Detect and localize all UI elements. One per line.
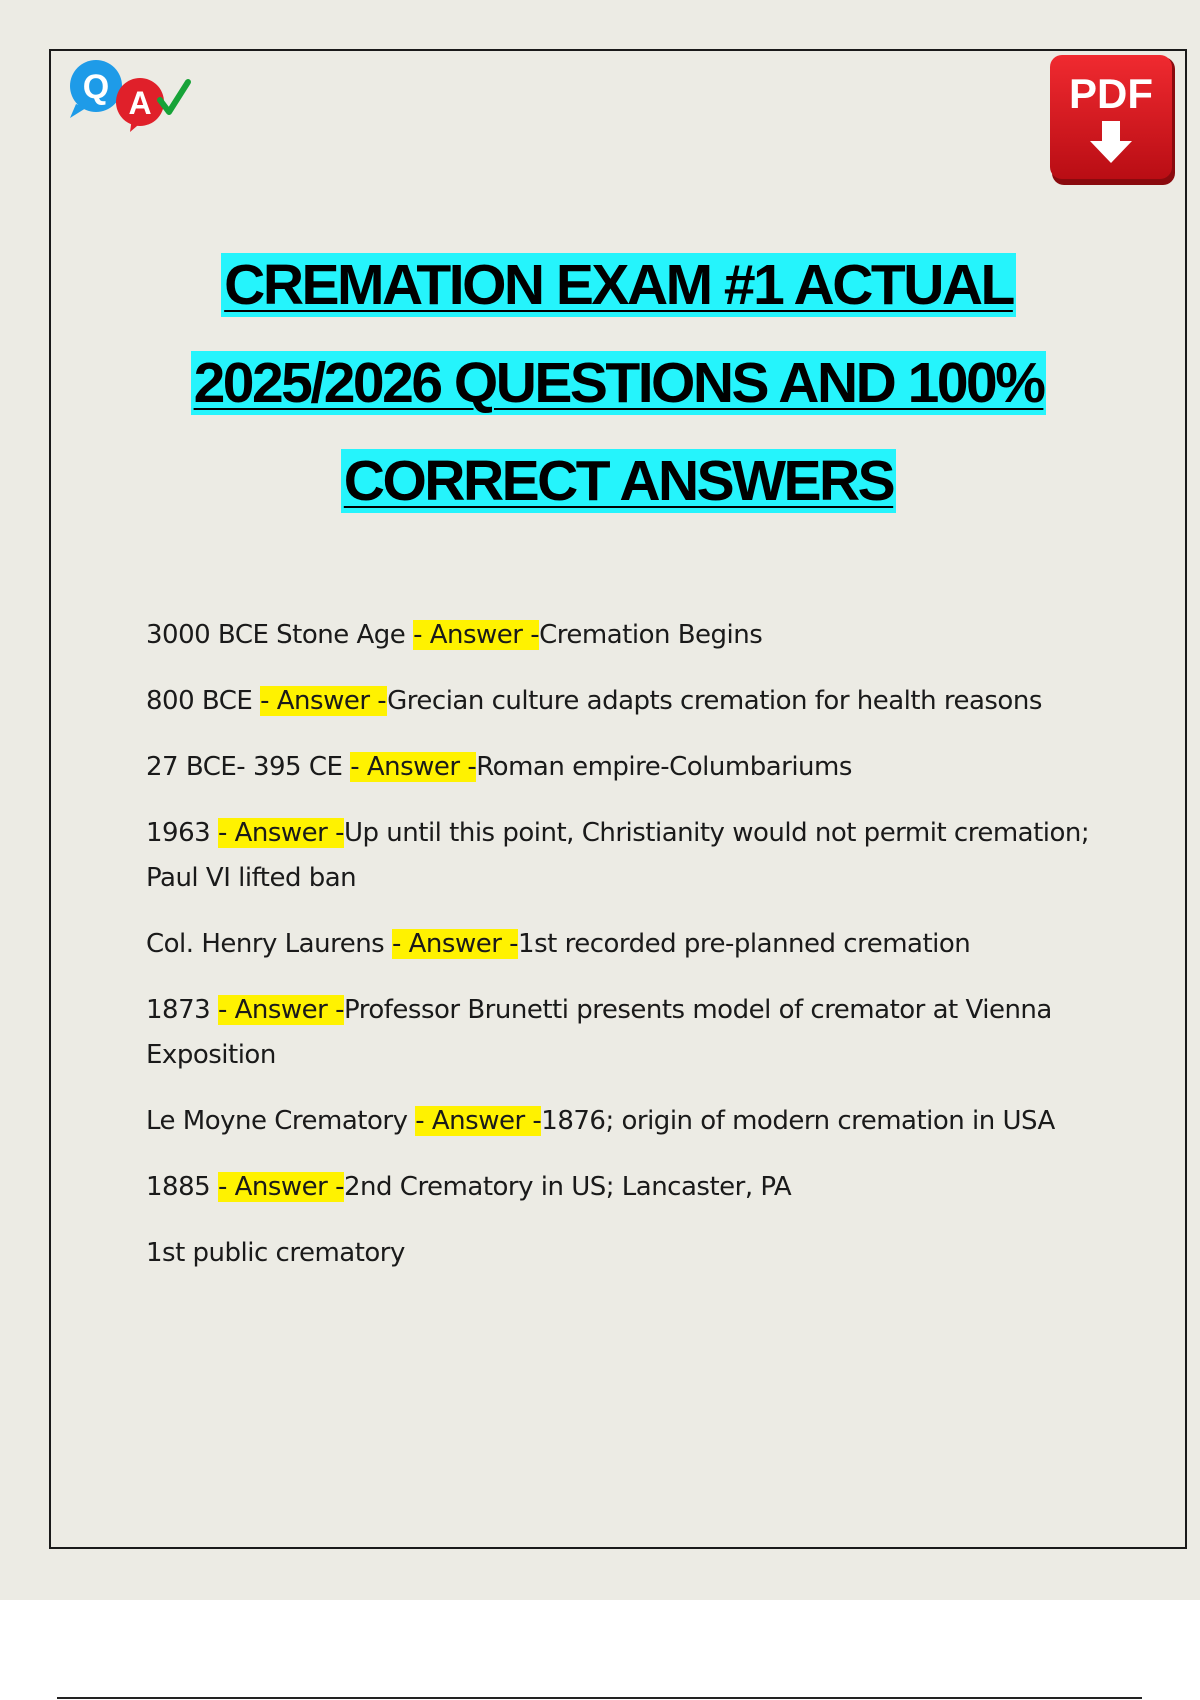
qa-item — [146, 613, 1146, 658]
logo-q-letter: Q — [82, 68, 110, 106]
page-divider — [57, 1697, 1142, 1699]
qa-answer: 1st recorded pre-planned cremation — [518, 929, 971, 959]
qa-answer: Cremation Begins — [539, 620, 763, 650]
qa-question: 3000 BCE Stone Age — [146, 620, 414, 650]
title-line-3: CORRECT ANSWERS — [60, 432, 1177, 530]
qa-question: 1st public crematory — [146, 1238, 405, 1268]
qa-question: 1885 — [146, 1172, 218, 1202]
qa-item — [146, 1099, 1146, 1144]
qa-item — [146, 679, 1146, 724]
qa-item — [146, 745, 1146, 790]
answer-separator: - Answer - — [391, 929, 519, 959]
qa-list — [146, 613, 1146, 1297]
qa-item — [146, 1165, 1146, 1210]
qa-question: Col. Henry Laurens — [146, 929, 392, 959]
qa-item — [146, 1231, 1146, 1276]
answer-separator: - Answer - — [217, 818, 344, 848]
qa-answer: 2nd Crematory in US; Lancaster, PA — [344, 1172, 792, 1202]
qa-question: Le Moyne Crematory — [146, 1106, 416, 1136]
logo-a-letter: A — [128, 85, 152, 121]
qa-item — [146, 811, 1146, 901]
title-line-1: CREMATION EXAM #1 ACTUAL — [60, 236, 1177, 334]
qa-question: 1963 — [146, 818, 218, 848]
answer-separator: - Answer - — [217, 1172, 344, 1202]
answer-separator: - Answer - — [260, 686, 388, 716]
qa-answer: Grecian culture adapts cremation for health reasons — [387, 686, 1042, 716]
document-title — [60, 236, 1177, 530]
qa-answer: Up until this point, Christianity would not permit cremation; Paul VI lifted ban — [146, 818, 1090, 893]
qa-answer: Professor Brunetti presents model of cremator at Vienna Exposition — [146, 995, 1052, 1070]
title-line-2: 2025/2026 QUESTIONS AND 100% — [60, 334, 1177, 432]
pdf-label: PDF — [1069, 70, 1153, 117]
answer-separator: - Answer - — [217, 995, 344, 1025]
qa-item — [146, 922, 1146, 967]
qa-item — [146, 988, 1146, 1078]
qa-question: 1873 — [146, 995, 218, 1025]
qa-question: 800 BCE — [146, 686, 261, 716]
qa-check-logo-icon — [68, 56, 198, 132]
qa-question: 27 BCE- 395 CE — [146, 752, 351, 782]
answer-separator: - Answer - — [350, 752, 477, 782]
qa-answer: Roman empire-Columbariums — [476, 752, 852, 782]
answer-separator: - Answer - — [415, 1106, 542, 1136]
qa-answer: 1876; origin of modern cremation in USA — [541, 1106, 1055, 1136]
answer-separator: - Answer - — [413, 620, 540, 650]
pdf-download-icon — [1050, 55, 1177, 187]
